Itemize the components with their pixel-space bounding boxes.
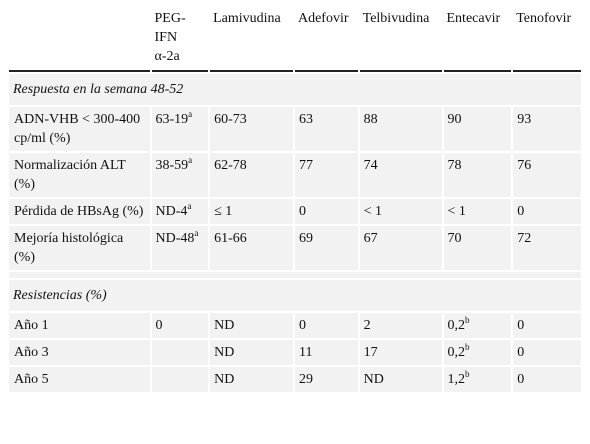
cell-value: 88	[363, 112, 378, 127]
cell-value: 29	[298, 372, 313, 387]
footnote-marker: b	[465, 369, 470, 379]
table-cell	[513, 153, 581, 197]
cell-value: 60-73	[214, 112, 247, 127]
cell-value: 61-66	[214, 231, 247, 246]
table-cell	[513, 199, 581, 224]
header-cell-lamivudina: Lamivudina	[210, 6, 293, 72]
table-cell	[152, 313, 209, 338]
comparison-table	[7, 4, 583, 394]
table-cell	[444, 226, 512, 270]
table-cell	[444, 367, 512, 392]
cell-value: 0	[517, 204, 525, 219]
section-gap-cell	[9, 272, 581, 278]
section-title: Respuesta en la semana 48-52	[9, 74, 581, 105]
cell-value: 0,2	[447, 345, 465, 360]
cell-value: ND	[214, 318, 235, 333]
table-cell	[444, 153, 512, 197]
table-cell	[444, 340, 512, 365]
cell-value: 63	[298, 112, 313, 127]
table-row	[9, 199, 581, 224]
table-cell	[295, 367, 358, 392]
table-cell	[444, 107, 512, 151]
table-row	[9, 153, 581, 197]
cell-value: 78	[447, 158, 462, 173]
section-header-row	[9, 280, 581, 311]
cell-value: 0	[517, 372, 525, 387]
row-label: Pérdida de HBsAg (%)	[9, 199, 150, 224]
table-cell	[210, 107, 293, 151]
table-cell	[513, 340, 581, 365]
table-cell	[513, 226, 581, 270]
table-cell	[210, 313, 293, 338]
row-label: ADN-VHB < 300-400 cp/ml (%)	[9, 107, 150, 151]
header-cell-entecavir: Entecavir	[444, 6, 512, 72]
row-label: Año 3	[9, 340, 150, 365]
cell-value: ND-48	[155, 231, 195, 246]
table-cell	[210, 226, 293, 270]
table-row	[9, 313, 581, 338]
table-cell	[210, 199, 293, 224]
cell-value: 17	[363, 345, 378, 360]
cell-value: 76	[517, 158, 532, 173]
cell-value: 0,2	[447, 318, 465, 333]
table-cell	[513, 313, 581, 338]
table-row	[9, 340, 581, 365]
footnote-marker: b	[465, 342, 470, 352]
table-cell	[360, 107, 442, 151]
cell-value: 74	[363, 158, 378, 173]
section-gap-row	[9, 272, 581, 278]
cell-value: ND	[214, 345, 235, 360]
cell-value: 69	[298, 231, 313, 246]
header-cell-empty	[9, 6, 150, 72]
header-cell-peg-ifn: PEG-IFN α-2a	[152, 6, 209, 72]
row-label: Normalización ALT (%)	[9, 153, 150, 197]
table-cell	[152, 107, 209, 151]
cell-value: < 1	[363, 204, 383, 219]
cell-value: ≤ 1	[214, 204, 233, 219]
cell-value: 72	[517, 231, 532, 246]
header-cell-adefovir: Adefovir	[295, 6, 358, 72]
table-body	[9, 74, 581, 392]
table-cell	[295, 340, 358, 365]
table-cell	[152, 340, 209, 365]
footnote-marker: a	[188, 155, 193, 165]
table-cell	[295, 153, 358, 197]
header-cell-tenofovir: Tenofovir	[513, 6, 581, 72]
table-cell	[360, 226, 442, 270]
table-cell	[152, 367, 209, 392]
table-row	[9, 226, 581, 270]
table-cell	[152, 153, 209, 197]
table-cell	[444, 199, 512, 224]
header-cell-telbivudina: Telbivudina	[360, 6, 442, 72]
cell-value: 1,2	[447, 372, 465, 387]
cell-value: 0	[298, 204, 306, 219]
table-cell	[360, 199, 442, 224]
table-cell	[360, 340, 442, 365]
cell-value: ND	[363, 372, 384, 387]
table-cell	[295, 199, 358, 224]
cell-value: 70	[447, 231, 462, 246]
cell-value: 0	[517, 318, 525, 333]
table-cell	[210, 153, 293, 197]
cell-value: 93	[517, 112, 532, 127]
cell-value: 0	[298, 318, 306, 333]
table-header	[9, 6, 581, 72]
footnote-marker: a	[188, 109, 193, 119]
cell-value: 67	[363, 231, 378, 246]
cell-value: 77	[298, 158, 313, 173]
table-cell	[152, 226, 209, 270]
cell-value: 0	[517, 345, 525, 360]
footnote-marker: a	[187, 201, 192, 211]
header-row	[9, 6, 581, 72]
cell-value: 90	[447, 112, 462, 127]
cell-value: 62-78	[214, 158, 247, 173]
row-label: Mejoría histológica (%)	[9, 226, 150, 270]
row-label: Año 1	[9, 313, 150, 338]
table-cell	[295, 107, 358, 151]
table-cell	[152, 199, 209, 224]
footnote-marker: a	[194, 228, 199, 238]
table-row	[9, 367, 581, 392]
table-cell	[513, 107, 581, 151]
table-cell	[295, 226, 358, 270]
table-cell	[513, 367, 581, 392]
cell-value: 11	[298, 345, 313, 360]
cell-value: 38-59	[155, 158, 189, 173]
cell-value: ND	[214, 372, 235, 387]
cell-value: 2	[363, 318, 371, 333]
table-cell	[360, 313, 442, 338]
cell-value: 0	[155, 318, 163, 333]
table-cell	[210, 367, 293, 392]
table-row	[9, 107, 581, 151]
table-cell	[295, 313, 358, 338]
row-label: Año 5	[9, 367, 150, 392]
footnote-marker: b	[465, 315, 470, 325]
section-header-row	[9, 74, 581, 105]
cell-value: 63-19	[155, 112, 189, 127]
table-cell	[210, 340, 293, 365]
section-title: Resistencias (%)	[9, 280, 581, 311]
table-cell	[360, 367, 442, 392]
table-cell	[444, 313, 512, 338]
cell-value: < 1	[447, 204, 466, 219]
table-cell	[360, 153, 442, 197]
cell-value: ND-4	[155, 204, 188, 219]
